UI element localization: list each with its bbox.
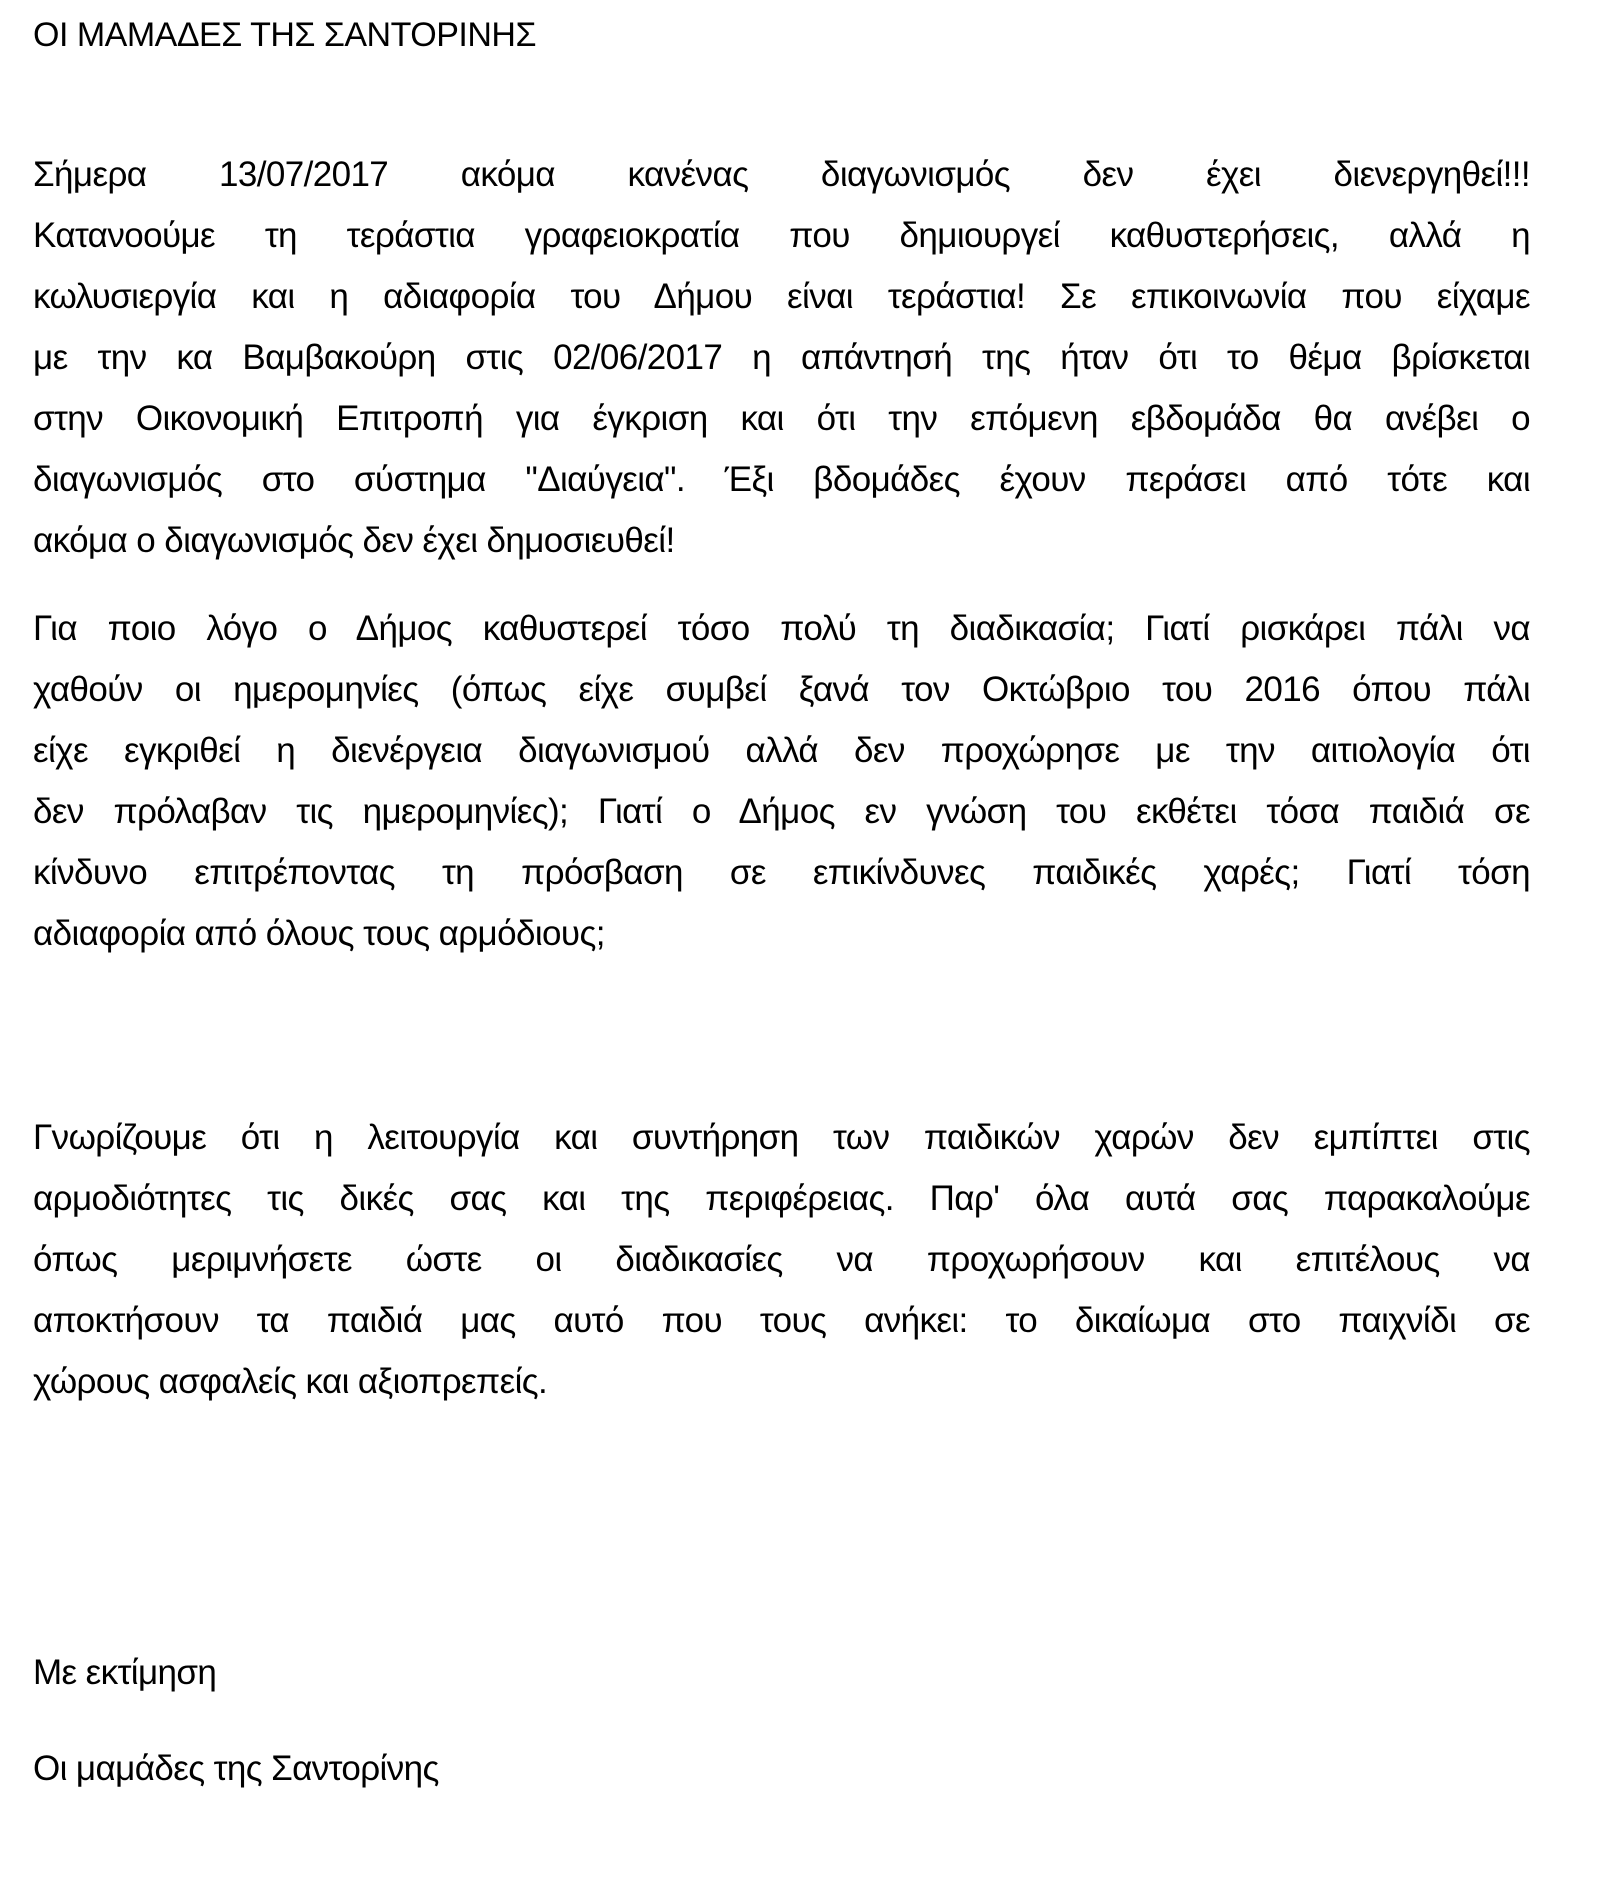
text-line: κίνδυνο επιτρέποντας τη πρόσβαση σε επικίνδυνες παιδικές χαρές; Γιατί τόση bbox=[33, 853, 1530, 892]
text-line: στην Οικονομική Επιτροπή για έγκριση και ότι την επόμενη εβδομάδα θα ανέβει ο bbox=[33, 399, 1530, 438]
text-line: όπως μεριμνήσετε ώστε οι διαδικασίες να προχωρήσουν και επιτέλους να bbox=[33, 1240, 1530, 1279]
text-line: αρμοδιότητες τις δικές σας και της περιφέρειας. Παρ' όλα αυτά σας παρακαλούμε bbox=[33, 1179, 1530, 1218]
text-line: είχε εγκριθεί η διενέργεια διαγωνισμού αλλά δεν προχώρησε με την αιτιολογία ότι bbox=[33, 731, 1530, 770]
text-line: κωλυσιεργία και η αδιαφορία του Δήμου είναι τεράστια! Σε επικοινωνία που είχαμε bbox=[33, 277, 1530, 316]
text-line: αδιαφορία από όλους τους αρμόδιους; bbox=[33, 914, 605, 953]
text-line: Σήμερα 13/07/2017 ακόμα κανένας διαγωνισμός δεν έχει διενεργηθεί!!! bbox=[33, 155, 1530, 194]
text-line: Για ποιο λόγο ο Δήμος καθυστερεί τόσο πολύ τη διαδικασία; Γιατί ρισκάρει πάλι να bbox=[33, 609, 1530, 648]
paragraph-1 bbox=[33, 144, 1530, 571]
paragraph-2 bbox=[33, 598, 1530, 964]
paragraph-3 bbox=[33, 1107, 1530, 1412]
text-line: χώρους ασφαλείς και αξιοπρεπείς. bbox=[33, 1362, 548, 1401]
text-line: αποκτήσουν τα παιδιά μας αυτό που τους ανήκει: το δικαίωμα στο παιχνίδι σε bbox=[33, 1301, 1530, 1340]
text-line: χαθούν οι ημερομηνίες (όπως είχε συμβεί ξανά τον Οκτώβριο του 2016 όπου πάλι bbox=[33, 670, 1530, 709]
text-line: με την κα Βαμβακούρη στις 02/06/2017 η απάντησή της ήταν ότι το θέμα βρίσκεται bbox=[33, 338, 1530, 377]
text-line: δεν πρόλαβαν τις ημερομηνίες); Γιατί ο Δήμος εν γνώση του εκθέτει τόσα παιδιά σε bbox=[33, 792, 1530, 831]
text-line: Γνωρίζουμε ότι η λειτουργία και συντήρηση των παιδικών χαρών δεν εμπίπτει στις bbox=[33, 1118, 1530, 1157]
letter-title: ΟΙ ΜΑΜΑΔΕΣ ΤΗΣ ΣΑΝΤΟΡΙΝΗΣ bbox=[33, 16, 536, 54]
closing-salutation: Με εκτίμηση bbox=[33, 1653, 217, 1692]
text-line: ακόμα ο διαγωνισμός δεν έχει δημοσιευθεί! bbox=[33, 521, 675, 560]
signature: Οι μαμάδες της Σαντορίνης bbox=[33, 1749, 439, 1788]
text-line: Κατανοούμε τη τεράστια γραφειοκρατία που δημιουργεί καθυστερήσεις, αλλά η bbox=[33, 216, 1530, 255]
text-line: διαγωνισμός στο σύστημα "Διαύγεια". Έξι βδομάδες έχουν περάσει από τότε και bbox=[33, 460, 1530, 499]
